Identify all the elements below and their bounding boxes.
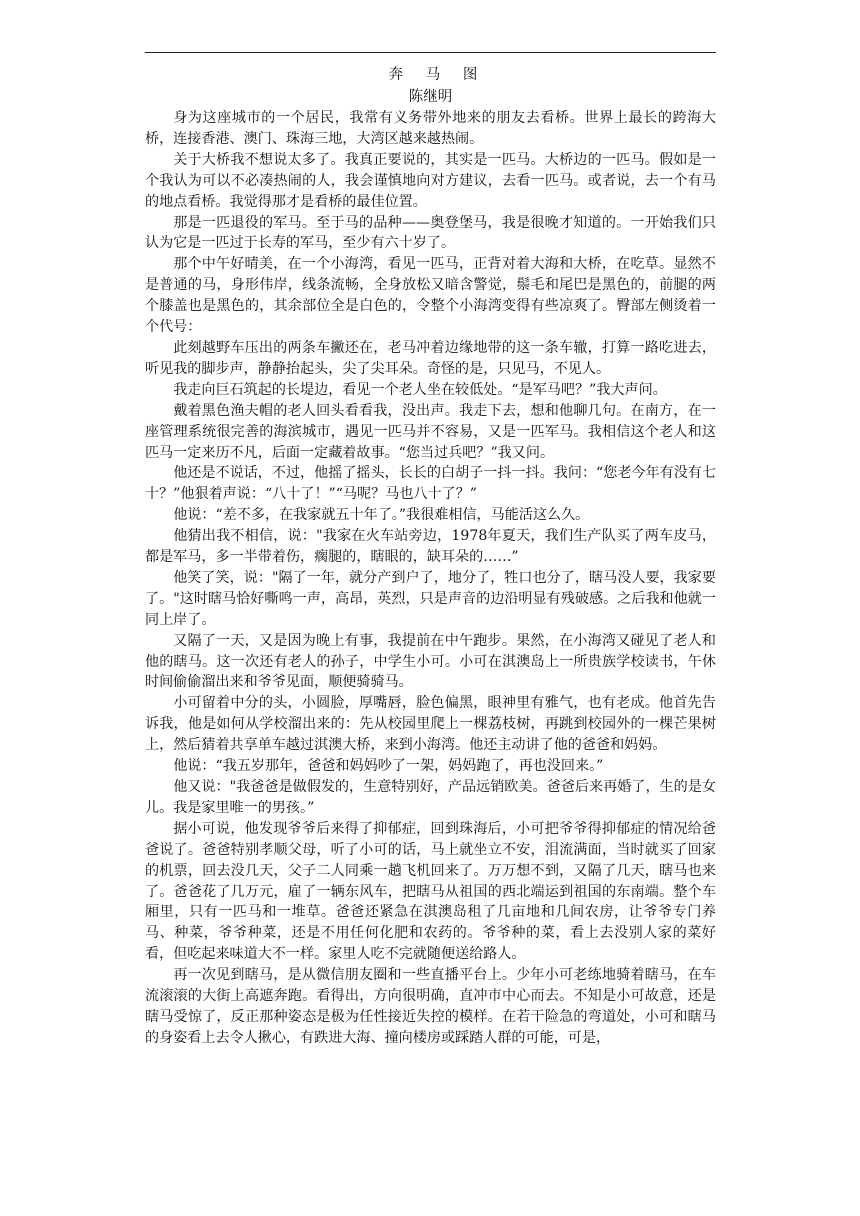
- paragraph: 他说：“我五岁那年，爸爸和妈妈吵了一架，妈妈跑了，再也没回来。”: [173, 758, 604, 775]
- paragraph: 又隔了一天，又是因为晚上有事，我提前在中午跑步。果然，在小海湾又碰见了老人和他的瞎马。这一次还有老人的孙子，中学生小可。小可在淇澳岛上一所贵族学校读书，午休时间偷偷溜出来和爷爷见面，顺便骑骑马。: [145, 632, 716, 691]
- paragraph: 他猜出我不相信，说："我家在火车站旁边，1978年夏天，我们生产队买了两车皮马，都是军马，多一半带着伤，瘸腿的，瞎眼的，缺耳朵的……”: [145, 528, 716, 566]
- paragraph: 身为这座城市的一个居民，我常有义务带外地来的朋友去看桥。世界上最长的跨海大桥，连接香港、澳门、珠海三地，大湾区越来越热闹。: [145, 110, 716, 147]
- paragraph: 他说：“差不多，在我家就五十年了。”我很难相信，马能活这么久。: [173, 507, 590, 524]
- paragraph: 他又说："我爸爸是做假发的，生意特别好，产品远销欧美。爸爸后来再婚了，生的是女儿。我是家里唯一的男孩。”: [145, 779, 716, 816]
- paragraph: 小可留着中分的头，小圆脸，厚嘴唇，脸色偏黑，眼神里有雅气，也有老成。他首先告诉我，他是如何从学校溜出来的：先从校园里爬上一棵荔枝树，再跳到校园外的一棵芒果树上，然后猜着共享单车越过淇澳大桥，来到小海湾。他还主动讲了他的爸爸和妈妈。: [145, 695, 716, 754]
- article-title: 奔 马 图: [388, 67, 487, 83]
- paragraph: 此刻越野车压出的两条车撇还在，老马冲着边缘地带的这一条车辙，打算一路吃进去，听见我的脚步声，静静抬起头，尖了尖耳朵。奇怪的是，只见马，不见人。: [145, 339, 716, 377]
- paragraph: 他笑了笑，说："隔了一年，就分产到户了，地分了，牲口也分了，瞎马没人要，我家要了。"这时瞎马恰好嘶鸣一声，高昂，英烈，只是声音的边沿明显有残破感。之后我和他就一同上岸了。: [145, 569, 716, 628]
- paragraph: 关于大桥我不想说太多了。我真正要说的，其实是一匹马。大桥边的一匹马。假如是一个我认为可以不必凑热闹的人，我会谨慎地向对方建议，去看一匹马。或者说，去一个有马的地点看桥。我觉得那才是看桥的最佳位置。: [145, 151, 716, 210]
- paragraph: 那个中午好晴美，在一个小海湾，看见一匹马，正背对着大海和大桥，在吃草。显然不是普通的马，身形伟岸，线条流畅，全身放松又暗含警觉，鬃毛和尾巴是黑色的，前腿的两个膝盖也是黑色的，其余部位全是白色的，令整个小海湾变得有些凉爽了。臀部左侧烫着一个代号：: [145, 256, 716, 336]
- paragraph: 据小可说，他发现爷爷后来得了抑郁症，回到珠海后，小可把爷爷得抑郁症的情况给爸爸说了。爸爸特别孝顺父母，听了小可的话，马上就坐立不安，泪流满面，当时就买了回家的机票，回去没几天，父子二人同乘一趟飞机回来了。万万想不到，又隔了几天，瞎马也来了。爸爸花了几万元，雇了一辆东风车，把瞎马从祖国的西北端运到祖国的东南端。整个车厢里，只有一匹马和一堆草。爸爸还紧急在淇澳岛租了几亩地和几间农房，让爷爷专门养马、种菜，爷爷种菜，还是不用任何化肥和农药的。爷爷种的菜，看上去没别人家的菜好看，但吃起来味道大不一样。家里人吃不完就随便送给路人。: [145, 820, 716, 963]
- paragraph: 那是一匹退役的军马。至于马的品种——奥登堡马，我是很晚才知道的。一开始我们只认为它是一匹过于长寿的军马，至少有六十岁了。: [145, 214, 716, 252]
- article-author: 陈继明: [408, 89, 453, 105]
- header-rule: [145, 52, 716, 53]
- paragraph: 戴着黑色渔夫帽的老人回头看看我，没出声。我走下去，想和他聊几句。在南方，在一座管理系统很完善的海滨城市，遇见一匹马并不容易，又是一匹军马。我相信这个老人和这匹马一定来历不凡，后面一定藏着故事。“您当过兵吧？”我又问。: [145, 402, 716, 461]
- paragraph: 再一次见到瞎马，是从微信朋友圈和一些直播平台上。少年小可老练地骑着瞎马，在车流滚滚的大街上高遮奔跑。看得出，方向很明确，直冲市中心而去。不知是小可故意，还是瞎马受惊了，反正那种姿态是极为任性接近失控的模样。在若干险急的弯道处，小可和瞎马的身姿看上去令人揪心，有跌进大海、撞向楼房或踩踏人群的可能，可是，: [145, 967, 716, 1046]
- paragraph: 他还是不说话，不过，他摇了摇头，长长的白胡子一抖一抖。我问：“您老今年有没有七十？”他狠着声说：“八十了！”“马呢？马也八十了？”: [145, 465, 716, 503]
- paragraph: 我走向巨石筑起的长堤边，看见一个老人坐在较低处。“是军马吧？”我大声问。: [173, 381, 667, 398]
- article-body: [145, 64, 716, 1049]
